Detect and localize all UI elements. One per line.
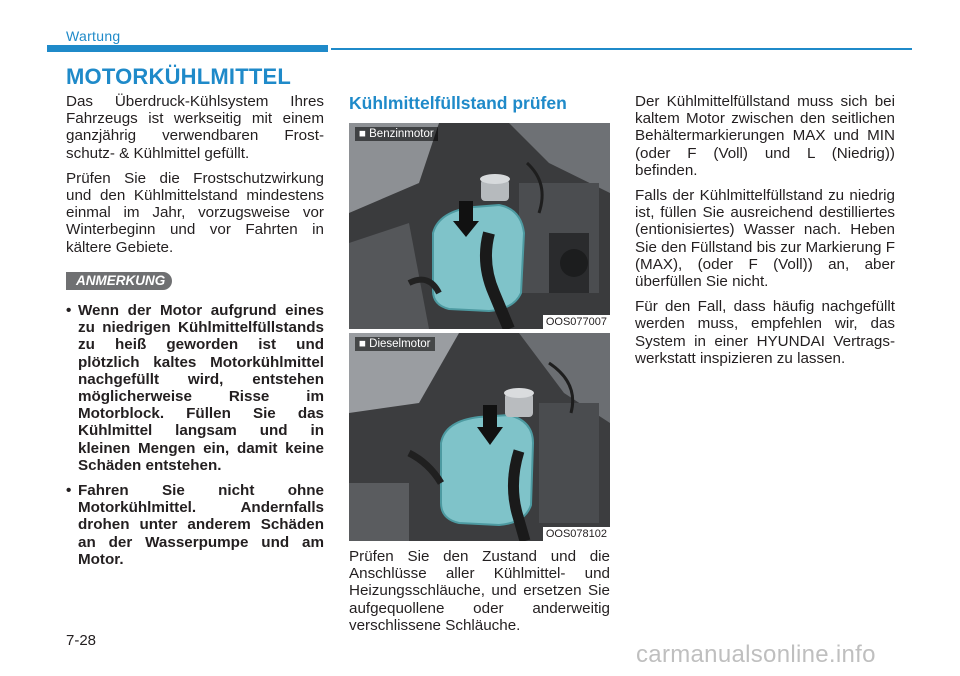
- figure-code: OOS077007: [543, 315, 610, 329]
- note-item: [66, 482, 324, 568]
- figure-label: ■ Dieselmotor: [355, 337, 435, 351]
- bullet-icon: •: [66, 482, 72, 500]
- level-paragraph-3: Für den Fall, dass häufig nachgefüllt werden muss, empfehlen wir, das System in einer HYUNDAI Vertragswerkstatt inspizieren zu lassen.: [635, 298, 895, 367]
- note-list: [66, 302, 324, 576]
- header-rule-thick: [47, 45, 328, 52]
- engine-bay-illustration: [349, 123, 610, 329]
- page-number: 7-28: [66, 632, 97, 649]
- section-title: Kühlmittelfüllstand prüfen: [349, 93, 567, 113]
- hose-check-column: [349, 548, 610, 642]
- header-rule-thin: [331, 48, 912, 50]
- intro-paragraph-2: Prüfen Sie die Frostschutzwirkung und den Kühlmittelstand mindestens einmal im Jahr, vorzugsweise vor Winterbeginn und vor Fahrten in kältere Gebiete.: [66, 169, 324, 256]
- bullet-icon: •: [66, 302, 72, 319]
- note-item-text: Wenn der Motor aufgrund eines zu niedrigen Kühlmittelfüllstands zu heiß geworden ist und plötzlich kaltes Motorkühlmittel nachgefüllt wird, entstehen möglicherweise Risse im Motorblock. Füllen Sie das Kühlmittel langsam und in kleinen Mengen ein, damit keine Schäden entstehen.: [78, 302, 324, 474]
- intro-paragraph-1: Das Überdruck-Kühlsystem Ihres Fahrzeugs ist werkseitig mit einem ganzjährig verwendbaren Frostschutz- & Kühlmittel gefüllt.: [66, 93, 324, 162]
- level-column: [635, 93, 895, 375]
- page-title: MOTORKÜHLMITTEL: [66, 64, 292, 89]
- intro-column: [66, 93, 324, 264]
- figure-diesel-engine: [349, 333, 610, 541]
- figure-label: ■ Benzinmotor: [355, 127, 438, 141]
- hose-check-paragraph: Prüfen Sie den Zustand und die Anschlüsse aller Kühlmittel- und Heizungsschläuche, und ersetzen Sie aufgequollene oder anderweitig verschlissene Schläuche.: [349, 548, 610, 634]
- note-badge: ANMERKUNG: [66, 272, 172, 290]
- note-item-text: Fahren Sie nicht ohne Motorkühlmittel. Andernfalls drohen unter anderem Schäden an der Wasserpumpe und am Motor.: [78, 482, 324, 568]
- level-paragraph-1: Der Kühlmittelfüllstand muss sich bei kaltem Motor zwischen den seitlichen Behältermarkierungen MAX und MIN (oder F (Voll) und L (Niedrig)) befinden.: [635, 93, 895, 179]
- figure-petrol-engine: [349, 123, 610, 329]
- engine-bay-illustration: [349, 333, 610, 541]
- section-header-label: Wartung: [66, 28, 121, 44]
- figure-code: OOS078102: [543, 527, 610, 541]
- note-item: [66, 302, 324, 474]
- level-paragraph-2: Falls der Kühlmittelfüllstand zu niedrig ist, füllen Sie ausreichend destilliertes (entionisiertes) Wasser nach. Heben Sie den Füllstand bis zur Markierung F (MAX), (oder F (Voll)) an, aber überfüllen Sie nicht.: [635, 187, 895, 291]
- watermark: carmanualsonline.info: [636, 641, 876, 668]
